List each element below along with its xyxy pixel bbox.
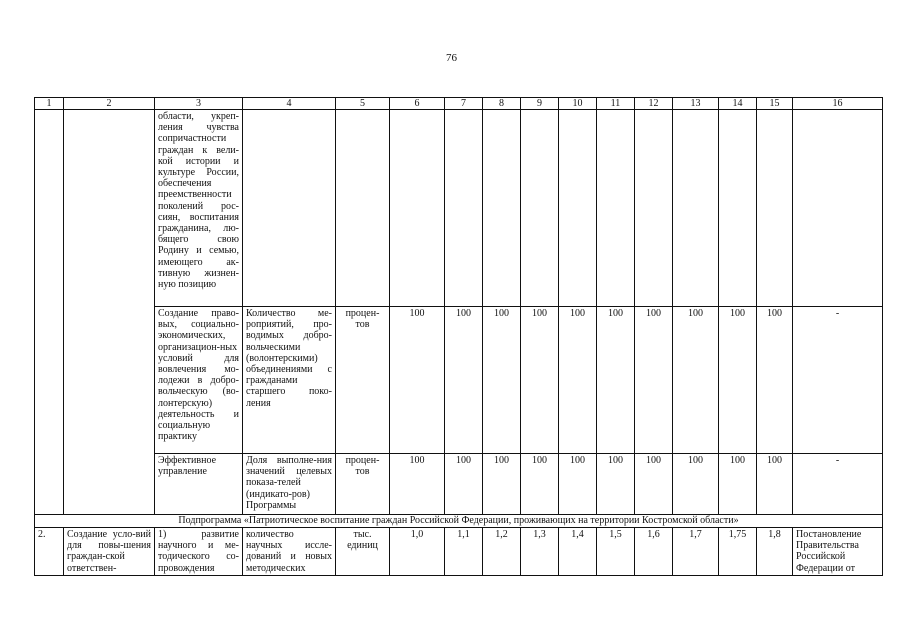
value-cell: 100: [559, 307, 597, 454]
value-cell: 100: [445, 454, 483, 515]
value-cell: 100: [635, 307, 673, 454]
value-cell: 100: [757, 307, 793, 454]
value-cell: 100: [635, 454, 673, 515]
value-cell: 100: [390, 307, 445, 454]
value-cell: 100: [673, 307, 719, 454]
value-cell: 1,4: [559, 528, 597, 576]
value-cell: 100: [719, 307, 757, 454]
table-row: [35, 454, 883, 515]
value-cell: 1,7: [673, 528, 719, 576]
table-row: [35, 528, 883, 576]
goal-cell: 1) развитие научного и ме-тодического со-провождения: [155, 528, 243, 576]
header-cell: 5: [336, 98, 390, 110]
indicator-cell: количество научных иссле-дований и новых методических: [243, 528, 336, 576]
table-row: [35, 110, 883, 307]
value-cell: 100: [559, 454, 597, 515]
value-cell: 1,6: [635, 528, 673, 576]
goal-cell: Эффективное управление: [155, 454, 243, 515]
value-cell: 100: [597, 454, 635, 515]
unit-cell: тыс. единиц: [336, 528, 390, 576]
header-cell: 12: [635, 98, 673, 110]
unit-cell: [336, 110, 390, 307]
subprogram-title: Подпрограмма «Патриотическое воспитание граждан Российской Федерации, проживающих на территории Костромской области»: [35, 515, 883, 528]
header-cell: 15: [757, 98, 793, 110]
note-cell: Постановление Правительства Российской Федерации от: [793, 528, 883, 576]
unit-cell: процен-тов: [336, 307, 390, 454]
header-cell: 13: [673, 98, 719, 110]
value-cell: 100: [521, 454, 559, 515]
indicator-cell: [243, 110, 336, 307]
note-cell: -: [793, 307, 883, 454]
header-cell: 3: [155, 98, 243, 110]
column-number-row: [35, 98, 883, 110]
subprogram-row: [35, 515, 883, 528]
value-cell: 100: [483, 307, 521, 454]
value-cell: 1,5: [597, 528, 635, 576]
value-cell: 1,3: [521, 528, 559, 576]
header-cell: 14: [719, 98, 757, 110]
task-cell: [64, 110, 155, 515]
number-cell: [35, 110, 64, 515]
header-cell: 1: [35, 98, 64, 110]
unit-cell: процен-тов: [336, 454, 390, 515]
value-cell: 100: [483, 454, 521, 515]
value-cell: 1,1: [445, 528, 483, 576]
header-cell: 7: [445, 98, 483, 110]
header-cell: 2: [64, 98, 155, 110]
value-cell: 100: [719, 454, 757, 515]
indicator-cell: Доля выполне-ния значений целевых показа-телей (индикато-ров) Программы: [243, 454, 336, 515]
value-cell: 100: [597, 307, 635, 454]
task-cell: Создание усло-вий для повы-шения граждан-ской ответствен-: [64, 528, 155, 576]
header-cell: 4: [243, 98, 336, 110]
note-cell: [793, 110, 883, 307]
table-row: [35, 307, 883, 454]
header-cell: 9: [521, 98, 559, 110]
number-cell: 2.: [35, 528, 64, 576]
value-cell: 100: [445, 307, 483, 454]
program-indicators-table: [34, 97, 883, 576]
value-cell: 1,8: [757, 528, 793, 576]
page-number: 76: [446, 52, 457, 64]
value-cell: 100: [521, 307, 559, 454]
value-cell: 1,2: [483, 528, 521, 576]
value-cell: 100: [757, 454, 793, 515]
value-cell: 1,0: [390, 528, 445, 576]
value-cell: 1,75: [719, 528, 757, 576]
header-cell: 8: [483, 98, 521, 110]
header-cell: 10: [559, 98, 597, 110]
note-cell: -: [793, 454, 883, 515]
header-cell: 11: [597, 98, 635, 110]
goal-cell: области, укреп-ления чувства сопричастности граждан к вели-кой истории и культуре России, обеспечения преемственности поколений рос-сиян, воспитания гражданина, лю-бящего свою Родину и семью, имеющего ак-тивную жизнен-ную позицию: [155, 110, 243, 307]
value-cell: 100: [673, 454, 719, 515]
value-cell: 100: [390, 454, 445, 515]
indicator-cell: Количество ме-роприятий, про-водимых добро-вольческими (волонтерскими) объединениями с гражданами старшего поко-ления: [243, 307, 336, 454]
header-cell: 16: [793, 98, 883, 110]
header-cell: 6: [390, 98, 445, 110]
goal-cell: Создание право-вых, социально-экономических, организацион-ных условий для вовлечения мо-лодежи в добро-вольческую (во-лонтерскую) деятельность и социальную практику: [155, 307, 243, 454]
